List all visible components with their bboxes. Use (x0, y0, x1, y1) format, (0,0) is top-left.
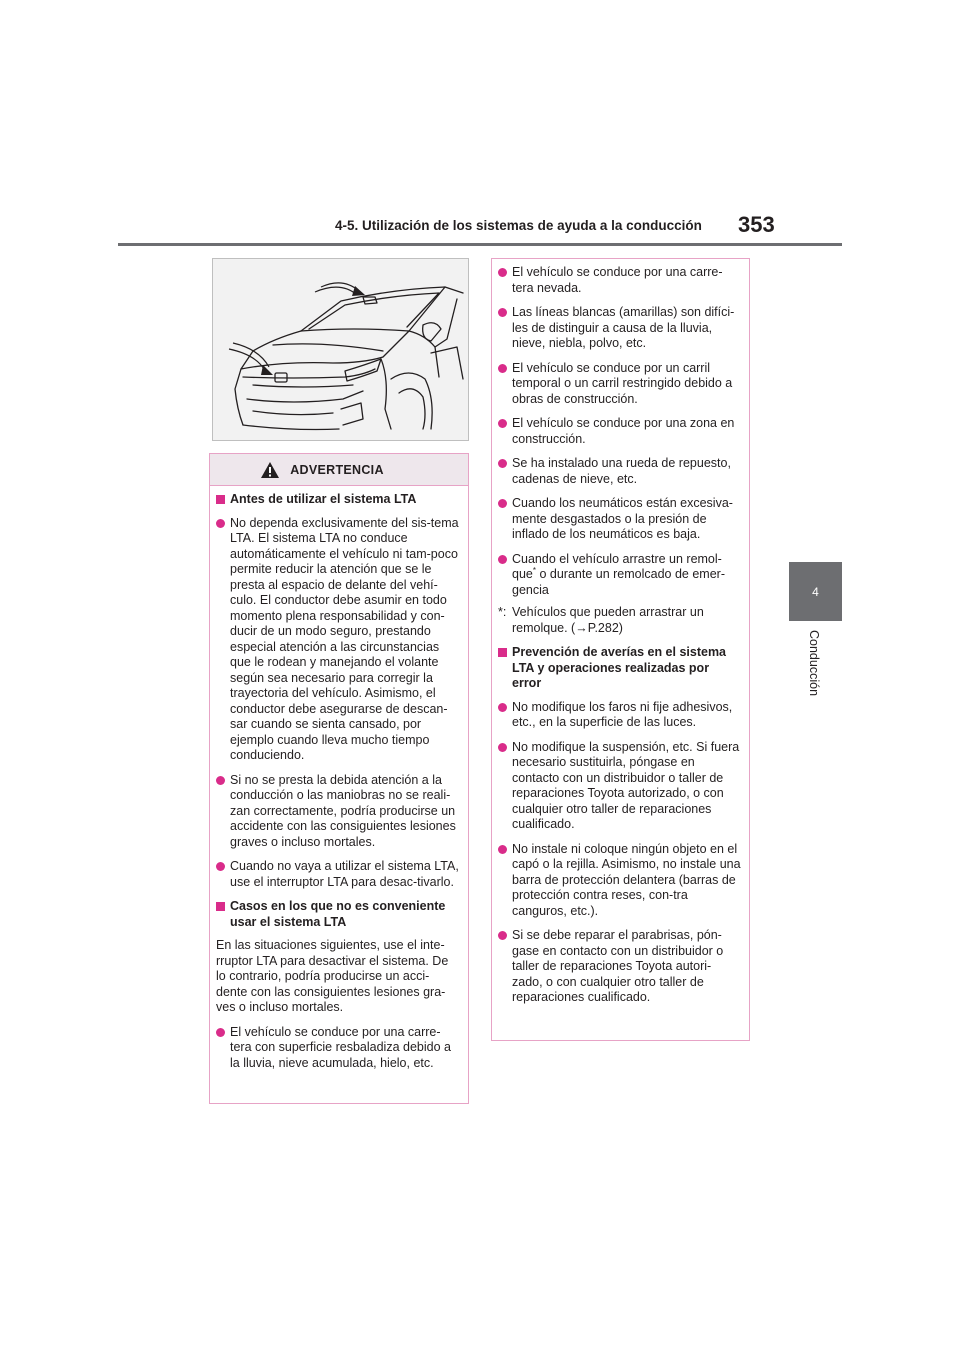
warning-heading-before-use: Antes de utilizar el sistema LTA (216, 492, 460, 508)
bullet-dot-icon (216, 773, 230, 851)
list-item: Si se debe reparar el parabrisas, pón-gase en contacto con un distribuidor o taller de reparaciones Toyota autori-zado, o con cualquier otro taller de reparaciones cualificado. (498, 928, 741, 1006)
warning-triangle-icon (260, 461, 280, 479)
section-title: 4-5. Utilización de los sistemas de ayuda a la conducción (335, 218, 702, 233)
list-item: El vehículo se conduce por una zona en construcción. (498, 416, 741, 447)
list-item: El vehículo se conduce por una carre-tera nevada. (498, 265, 741, 296)
warning-box (209, 453, 469, 1104)
bullet-dot-icon (216, 516, 230, 764)
page-number: 353 (738, 212, 775, 237)
header-rule (118, 243, 842, 246)
list-item: No modifique los faros ni fije adhesivos, etc., en la superficie de las luces. (498, 700, 741, 731)
bullet-dot-icon (216, 1025, 230, 1072)
list-item: Cuando el vehículo arrastre un remol-que* o durante un remolcado de emer-gencia (498, 552, 741, 599)
bullet-dot-icon (498, 361, 512, 408)
chapter-label: Conducción (807, 630, 821, 697)
heading-prevention: Prevención de averías en el sistema LTA y operaciones realizadas por error (498, 645, 741, 692)
bullet-dot-icon (498, 842, 512, 920)
warning-heading-not-recommended: Casos en los que no es conveniente usar el sistema LTA (216, 899, 460, 930)
bullet-dot-icon (498, 496, 512, 543)
bullet-dot-icon (498, 305, 512, 352)
car-front-drawing (213, 259, 468, 440)
square-bullet-icon (498, 645, 512, 692)
list-item: Se ha instalado una rueda de repuesto, cadenas de nieve, etc. (498, 456, 741, 487)
warning-title: ADVERTENCIA (290, 462, 384, 477)
footnote: *: Vehículos que pueden arrastrar un remolque. (→P.282) (498, 605, 704, 635)
list-item: Cuando no vaya a utilizar el sistema LTA, use el interruptor LTA para desac-tivarlo. (216, 859, 460, 890)
square-bullet-icon (216, 492, 230, 508)
bullet-dot-icon (216, 859, 230, 890)
bullet-dot-icon (498, 928, 512, 1006)
warning-box-continued (491, 258, 750, 1041)
bullet-dot-icon (498, 456, 512, 487)
list-item: Cuando los neumáticos están excesiva-mente desgastados o la presión de inflado de los neumáticos es baja. (498, 496, 741, 543)
list-item: El vehículo se conduce por una carre-tera con superficie resbaladiza debido a la lluvia, nieve acumulada, hielo, etc. (216, 1025, 460, 1072)
bullet-dot-icon (498, 740, 512, 833)
vehicle-illustration (212, 258, 469, 441)
bullet-dot-icon (498, 700, 512, 731)
bullet-dot-icon (498, 552, 512, 599)
list-item: Las líneas blancas (amarillas) son difíci-les de distinguir a causa de la lluvia, nieve, niebla, polvo, etc. (498, 305, 741, 352)
bullet-dot-icon (498, 265, 512, 296)
list-item: No modifique la suspensión, etc. Si fuera necesario sustituirla, póngase en contacto con un distribuidor o taller de reparaciones Toyota autorizado, o con cualquier otro taller de reparaciones cualificado. (498, 740, 741, 833)
square-bullet-icon (216, 899, 230, 930)
warning-header (210, 454, 468, 486)
warning-paragraph: En las situaciones siguientes, use el inte-rruptor LTA para desactivar el sistema. De lo contrario, podría producirse un acci-dente con las consiguientes lesiones gra-ves o incluso mortales. (216, 938, 449, 1014)
list-item: Si no se presta la debida atención a la conducción o las maniobras no se reali-zan correctamente, podría producirse un accidente con las consiguientes lesiones graves o incluso mortales. (216, 773, 460, 851)
list-item: No dependa exclusivamente del sis-tema LTA. El sistema LTA no conduce automáticamente el vehículo ni tam-poco permite reducir la atención que se le presta al espacio de delante del vehí-culo. El conductor debe asumir en todo momento plena responsabilidad y con-ducir de un modo seguro, prestando especial atención a las circunstancias que le rodean y manejando el volante según sea necesario para corregir la trayectoria del vehículo. Asimismo, el conductor debe asegurarse de descan-sar cuando se sienta cansado, por ejemplo cuando lleva mucho tiempo conduciendo. (216, 516, 460, 764)
footnote-marker: * (532, 565, 536, 575)
bullet-dot-icon (498, 416, 512, 447)
list-item: El vehículo se conduce por un carril temporal o un carril restringido debido a obras de construcción. (498, 361, 741, 408)
list-item: No instale ni coloque ningún objeto en el capó o la rejilla. Asimismo, no instale una barra de protección delantera (barras de protección contra reses, con-tra canguros, etc.). (498, 842, 741, 920)
chapter-tab: 4 (789, 562, 842, 621)
